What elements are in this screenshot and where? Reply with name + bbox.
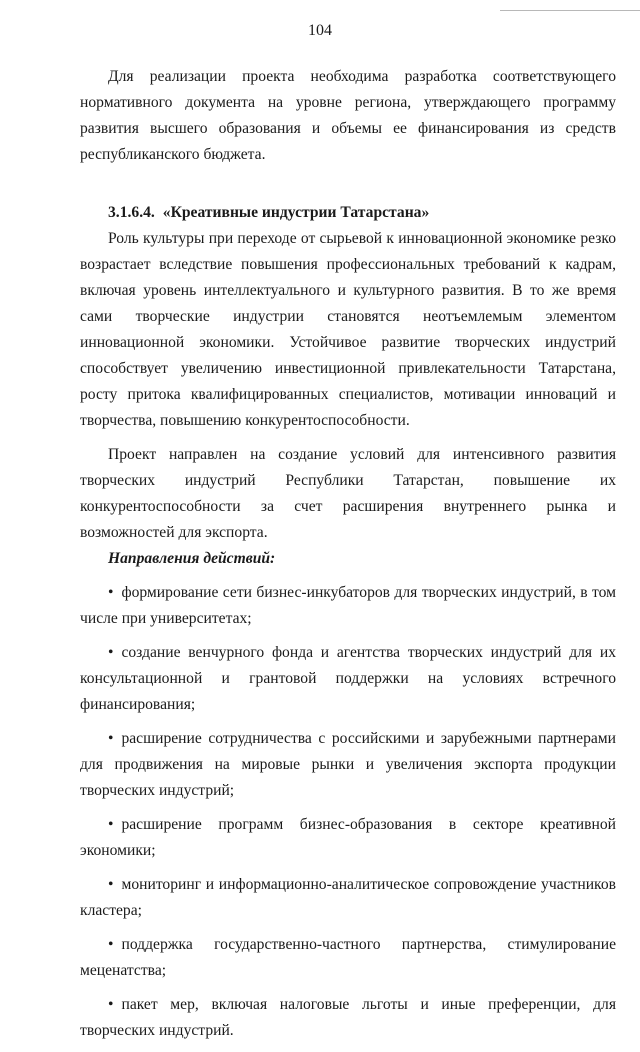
scan-edge-line — [500, 10, 640, 11]
list-item — [80, 580, 616, 632]
list-item-text: формирование сети бизнес-инкубаторов для творческих индустрий, в том числе при университетах; — [80, 584, 616, 627]
list-item-text: пакет мер, включая налоговые льготы и иные преференции, для творческих индустрий. — [80, 996, 616, 1039]
section-heading — [80, 200, 616, 226]
list-item-text: создание венчурного фонда и агентства творческих индустрий для их консультационной и грантовой поддержки на условиях встречного финансирования; — [80, 644, 616, 713]
spacer — [80, 572, 616, 580]
document-body — [80, 64, 616, 1052]
bullet-icon: • — [108, 584, 114, 601]
body-paragraph-2: Проект направлен на создание условий для интенсивного развития творческих индустрий Республики Татарстан, повышение их конкурентоспособности за счет расширения внутреннего рынка и возможностей для экспорта. — [80, 446, 616, 541]
list-item-text: поддержка государственно-частного партнерства, стимулирование меценатства; — [80, 936, 616, 979]
actions-list — [80, 580, 616, 1044]
list-item-text: расширение сотрудничества с российскими и зарубежными партнерами для продвижения на мировые рынки и увеличения экспорта продукции творческих индустрий; — [80, 730, 616, 799]
page-number: 104 — [308, 22, 332, 39]
list-item — [80, 726, 616, 804]
list-item — [80, 992, 616, 1044]
bullet-icon: • — [108, 644, 114, 661]
actions-heading: Направления действий: — [108, 550, 276, 567]
spacer — [80, 168, 616, 200]
list-item — [80, 812, 616, 864]
spacer — [80, 434, 616, 442]
intro-paragraph: Для реализации проекта необходима разработка соответствующего нормативного документа на уровне региона, утверждающего программу развития высшего образования и объемы ее финансирования из средств республиканского бюджета. — [80, 68, 616, 163]
bullet-icon: • — [108, 936, 114, 953]
section-title: «Креативные индустрии Татарстана» — [162, 204, 430, 221]
section-number: 3.1.6.4. — [108, 204, 155, 221]
list-item — [80, 640, 616, 718]
list-item-text: мониторинг и информационно-аналитическое сопровождение участников кластера; — [80, 876, 616, 919]
bullet-icon: • — [108, 876, 114, 893]
body-paragraph-1: Роль культуры при переходе от сырьевой к инновационной экономике резко возрастает вследствие повышения профессиональных требований к кадрам, включая уровень интеллектуального и культурного развития. В то же время сами творческие индустрии становятся неотъемлемым элементом инновационной экономики. Устойчивое развитие творческих индустрий способствует увеличению инвестиционной привлекательности Татарстана, росту притока квалифицированных специалистов, мотивации инноваций и творчества, повышению конкурентоспособности. — [80, 230, 616, 429]
list-item — [80, 872, 616, 924]
list-item — [80, 932, 616, 984]
bullet-icon: • — [108, 730, 114, 747]
list-item-text: расширение программ бизнес-образования в секторе креативной экономики; — [80, 816, 616, 859]
bullet-icon: • — [108, 816, 114, 833]
bullet-icon: • — [108, 996, 114, 1013]
